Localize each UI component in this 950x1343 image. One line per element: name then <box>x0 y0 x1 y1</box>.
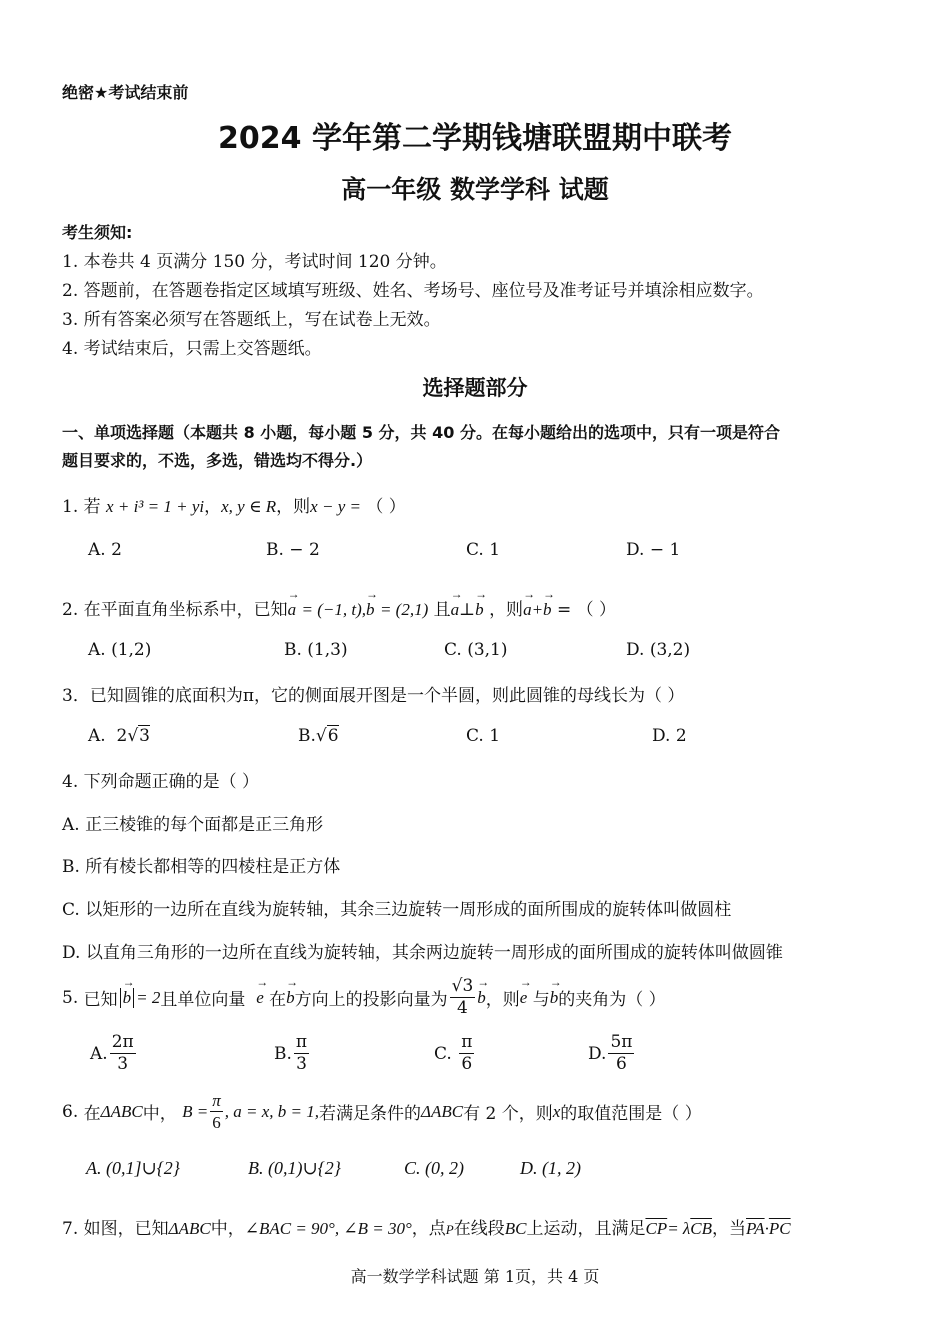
exam-subtitle: 高一年级 数学学科 试题 <box>341 175 609 204</box>
question-3: 3．已知圆锥的底面积为π，它的侧面展开图是一个半圆，则此圆锥的母线长为（ ） <box>62 686 685 706</box>
q7-mid4: 上运动，且满足 <box>526 1219 646 1239</box>
q1-option-c: C. 1 <box>466 540 501 560</box>
notice-item-4: 4. 考试结束后，只需上交答题纸。 <box>62 339 322 359</box>
q3-option-b-label: B. <box>298 726 316 746</box>
q6-pre: 在 <box>83 1104 101 1124</box>
notice-item-2: 2. 答题前，在答题卷指定区域填写班级、姓名、考场号、座位号及准考证号并填涂相应数字。 <box>62 281 764 301</box>
q5-fraction <box>450 978 476 1017</box>
q3-option-d: D. 2 <box>652 726 687 746</box>
q1-post: ，则 <box>276 497 311 517</box>
q7-number: 7. <box>62 1219 79 1239</box>
q6-number: 6. <box>62 1101 79 1122</box>
q3-option-c: C. 1 <box>466 726 501 746</box>
q6-post3: 的取值范围是（ ） <box>560 1104 702 1124</box>
section-title: 选择题部分 <box>422 376 528 400</box>
q5-eq: = 2 <box>136 987 161 1007</box>
q5-mid4: ，则 <box>485 990 520 1010</box>
q5-option-c-frac <box>459 1034 474 1073</box>
q7-triangle: ΔABC <box>168 1219 211 1238</box>
q5-fraction-num: √3 <box>451 976 474 996</box>
question-5 <box>62 978 666 1017</box>
q7-dot: · <box>764 1219 769 1238</box>
q6-post1: 若满足条件的 <box>319 1104 422 1124</box>
q2-sum-b: → b <box>543 600 552 620</box>
q5-pre: 已知 <box>83 990 118 1010</box>
q5-vec-b3: → b <box>550 988 559 1008</box>
q2-perp-a: → a <box>451 600 460 620</box>
q3-option-a-coef: 2 <box>116 726 128 746</box>
q6-option-c: C. (0, 2) <box>404 1158 464 1178</box>
q2-mid: 且 <box>433 600 451 620</box>
q1-ask: x − y = <box>310 497 361 516</box>
q5-option-a <box>90 1034 138 1073</box>
q6-fraction-num: π <box>212 1091 221 1110</box>
q3-option-b: B.√6 <box>298 726 339 746</box>
q6-fraction-den: 6 <box>212 1113 221 1132</box>
section-instruction-1: 一、单项选择题（本题共 8 小题，每小题 5 分，共 40 分。在每小题给出的选项中，只有一项是符合 <box>62 423 780 442</box>
q5-mid2: 在 <box>269 990 287 1010</box>
q2-vec-b: → b <box>366 600 375 620</box>
q5-option-a-frac <box>110 1034 136 1073</box>
question-7 <box>62 1214 791 1239</box>
q1-option-b: B. − 2 <box>266 540 320 560</box>
q7-CP: $\overline{CP}$ <box>645 1219 668 1238</box>
q5-post: 的夹角为（ ） <box>558 990 666 1010</box>
q6-B: B = <box>182 1101 209 1121</box>
q2-option-d: D. (3,2) <box>626 640 691 660</box>
question-1 <box>62 492 406 517</box>
q3-option-a: A. 2√3 <box>88 726 150 746</box>
q5-option-a-den: 3 <box>117 1054 129 1074</box>
q2-pre: 在平面直角坐标系中，已知 <box>83 600 288 620</box>
q2-post: ，则 <box>489 600 524 620</box>
q4-option-c: C. 以矩形的一边所在直线为旋转轴，其余三边旋转一周形成的面所围成的旋转体叫做圆柱 <box>62 900 732 920</box>
q7-CB: $\overline{CB}$ <box>690 1219 713 1238</box>
q6-triangle: ΔABC <box>100 1101 143 1121</box>
question-2 <box>62 595 616 620</box>
q4-option-d: D. 以直角三角形的一边所在直线为旋转轴，其余两边旋转一周形成的面所围成的旋转体叫做圆锥 <box>62 943 783 963</box>
q7-eq: = λ <box>667 1219 691 1238</box>
q1-option-d: D. − 1 <box>626 540 681 560</box>
q5-option-c-label: C. <box>434 1043 452 1064</box>
q5-option-d-den: 6 <box>616 1054 627 1074</box>
q5-option-d-num: 5π <box>610 1032 633 1052</box>
q5-option-a-num: 2π <box>111 1032 134 1052</box>
q3-option-b-radicand: 6 <box>327 726 339 746</box>
q5-vec-e2: → e <box>520 988 528 1008</box>
q2-a-value: = (−1, t), <box>301 600 367 619</box>
question-6 <box>62 1092 702 1131</box>
q5-option-a-label: A. <box>90 1043 108 1064</box>
q4-option-b: B. 所有棱长都相等的四棱柱是正方体 <box>62 857 341 877</box>
q6-option-d: D. (1, 2) <box>520 1158 581 1178</box>
q6-fraction <box>210 1092 223 1131</box>
q5-option-b-den: 3 <box>296 1054 307 1074</box>
notice-item-1: 1. 本卷共 4 页满分 150 分，考试时间 120 分钟。 <box>62 252 447 272</box>
q5-option-d-label: D. <box>588 1043 607 1064</box>
q5-mid3: 方向上的投影向量为 <box>294 990 448 1010</box>
q7-angles: ∠BAC = 90°, ∠B = 30° <box>244 1219 412 1238</box>
q2-option-a: A. (1,2) <box>88 640 152 660</box>
q5-option-c-den: 6 <box>461 1054 473 1074</box>
q1-pre: 若 <box>83 497 101 517</box>
q5-number: 5. <box>62 987 79 1008</box>
notice-heading: 考生须知: <box>62 223 133 242</box>
q6-option-a: A. (0,1]∪{2} <box>86 1158 180 1178</box>
q5-option-b <box>274 1034 311 1073</box>
q6-option-b: B. (0,1)∪{2} <box>248 1158 341 1178</box>
q5-vec-e: → e <box>256 988 264 1008</box>
q1-expr: x + i³ = 1 + yi <box>106 497 205 516</box>
q5-mid1: 且单位向量 <box>160 990 246 1010</box>
q4-option-a: A. 正三棱锥的每个面都是正三角形 <box>62 815 324 835</box>
q7-PC: $\overline{PC}$ <box>768 1219 791 1238</box>
q5-mid5: 与 <box>532 990 550 1010</box>
q1-number: 1. <box>62 497 79 517</box>
q5-option-b-num: π <box>295 1032 308 1052</box>
q5-option-c-num: π <box>461 1032 473 1052</box>
q1-mid: ， <box>204 497 222 517</box>
q2-plus: + <box>531 600 544 619</box>
secret-label: 绝密★考试结束前 <box>62 83 189 102</box>
q6-x: x <box>552 1101 561 1121</box>
q5-abs <box>120 988 135 1008</box>
q3-option-a-label: A. <box>88 726 106 746</box>
q5-option-c <box>434 1034 476 1073</box>
page-footer: 高一数学学科试题 第 1页，共 4 页 <box>350 1267 600 1286</box>
q7-PA: $\overline{PA}$ <box>746 1219 765 1238</box>
q1-paren: （ ） <box>366 497 406 517</box>
q7-mid5: ，当 <box>712 1219 747 1239</box>
q6-mid: 中， <box>142 1104 177 1124</box>
q7-pre: 如图，已知 <box>83 1219 169 1239</box>
q7-BC: BC <box>504 1219 527 1238</box>
q5-vec-b2: → b <box>477 988 486 1008</box>
q5-option-d-frac <box>608 1034 634 1073</box>
notice-item-3: 3. 所有答案必须写在答题纸上，写在试卷上无效。 <box>62 310 441 330</box>
q2-eq: = （ ） <box>556 600 617 620</box>
q2-perp: ⊥ <box>459 600 476 619</box>
q2-b-value: = (2,1) <box>379 600 429 619</box>
q1-option-a: A. 2 <box>88 540 122 560</box>
q7-mid3: 在线段 <box>453 1219 505 1239</box>
q6-cond: , a = x, b = 1, <box>224 1101 320 1121</box>
q5-vec-b: → b <box>286 988 295 1008</box>
q7-mid: 中， <box>210 1219 245 1239</box>
q1-cond: x, y ∈ R <box>221 497 277 516</box>
question-4: 4. 下列命题正确的是（ ） <box>62 772 260 792</box>
section-instruction-2: 题目要求的，不选，多选，错选均不得分.） <box>62 451 373 470</box>
q3-option-a-radicand: 3 <box>139 726 150 746</box>
q2-option-b: B. (1,3) <box>284 640 348 660</box>
q2-sum-a: → a <box>523 600 532 620</box>
exam-title: 2024 学年第二学期钱塘联盟期中联考 <box>218 121 732 156</box>
q5-option-b-frac <box>294 1034 309 1073</box>
q2-number: 2. <box>62 600 79 620</box>
q5-option-d <box>588 1034 636 1073</box>
q6-triangle2: ΔABC <box>421 1101 464 1121</box>
q5-option-b-label: B. <box>274 1043 292 1064</box>
q2-perp-b: → b <box>475 600 484 620</box>
q6-post2: 有 2 个，则 <box>463 1104 553 1124</box>
q7-P: P <box>445 1222 454 1237</box>
q5-abs-b: → b <box>123 988 132 1008</box>
q2-vec-a: → a <box>288 600 297 620</box>
q2-option-c: C. (3,1) <box>444 640 508 660</box>
q5-fraction-den: 4 <box>457 998 468 1018</box>
q7-mid2: ，点 <box>411 1219 446 1239</box>
